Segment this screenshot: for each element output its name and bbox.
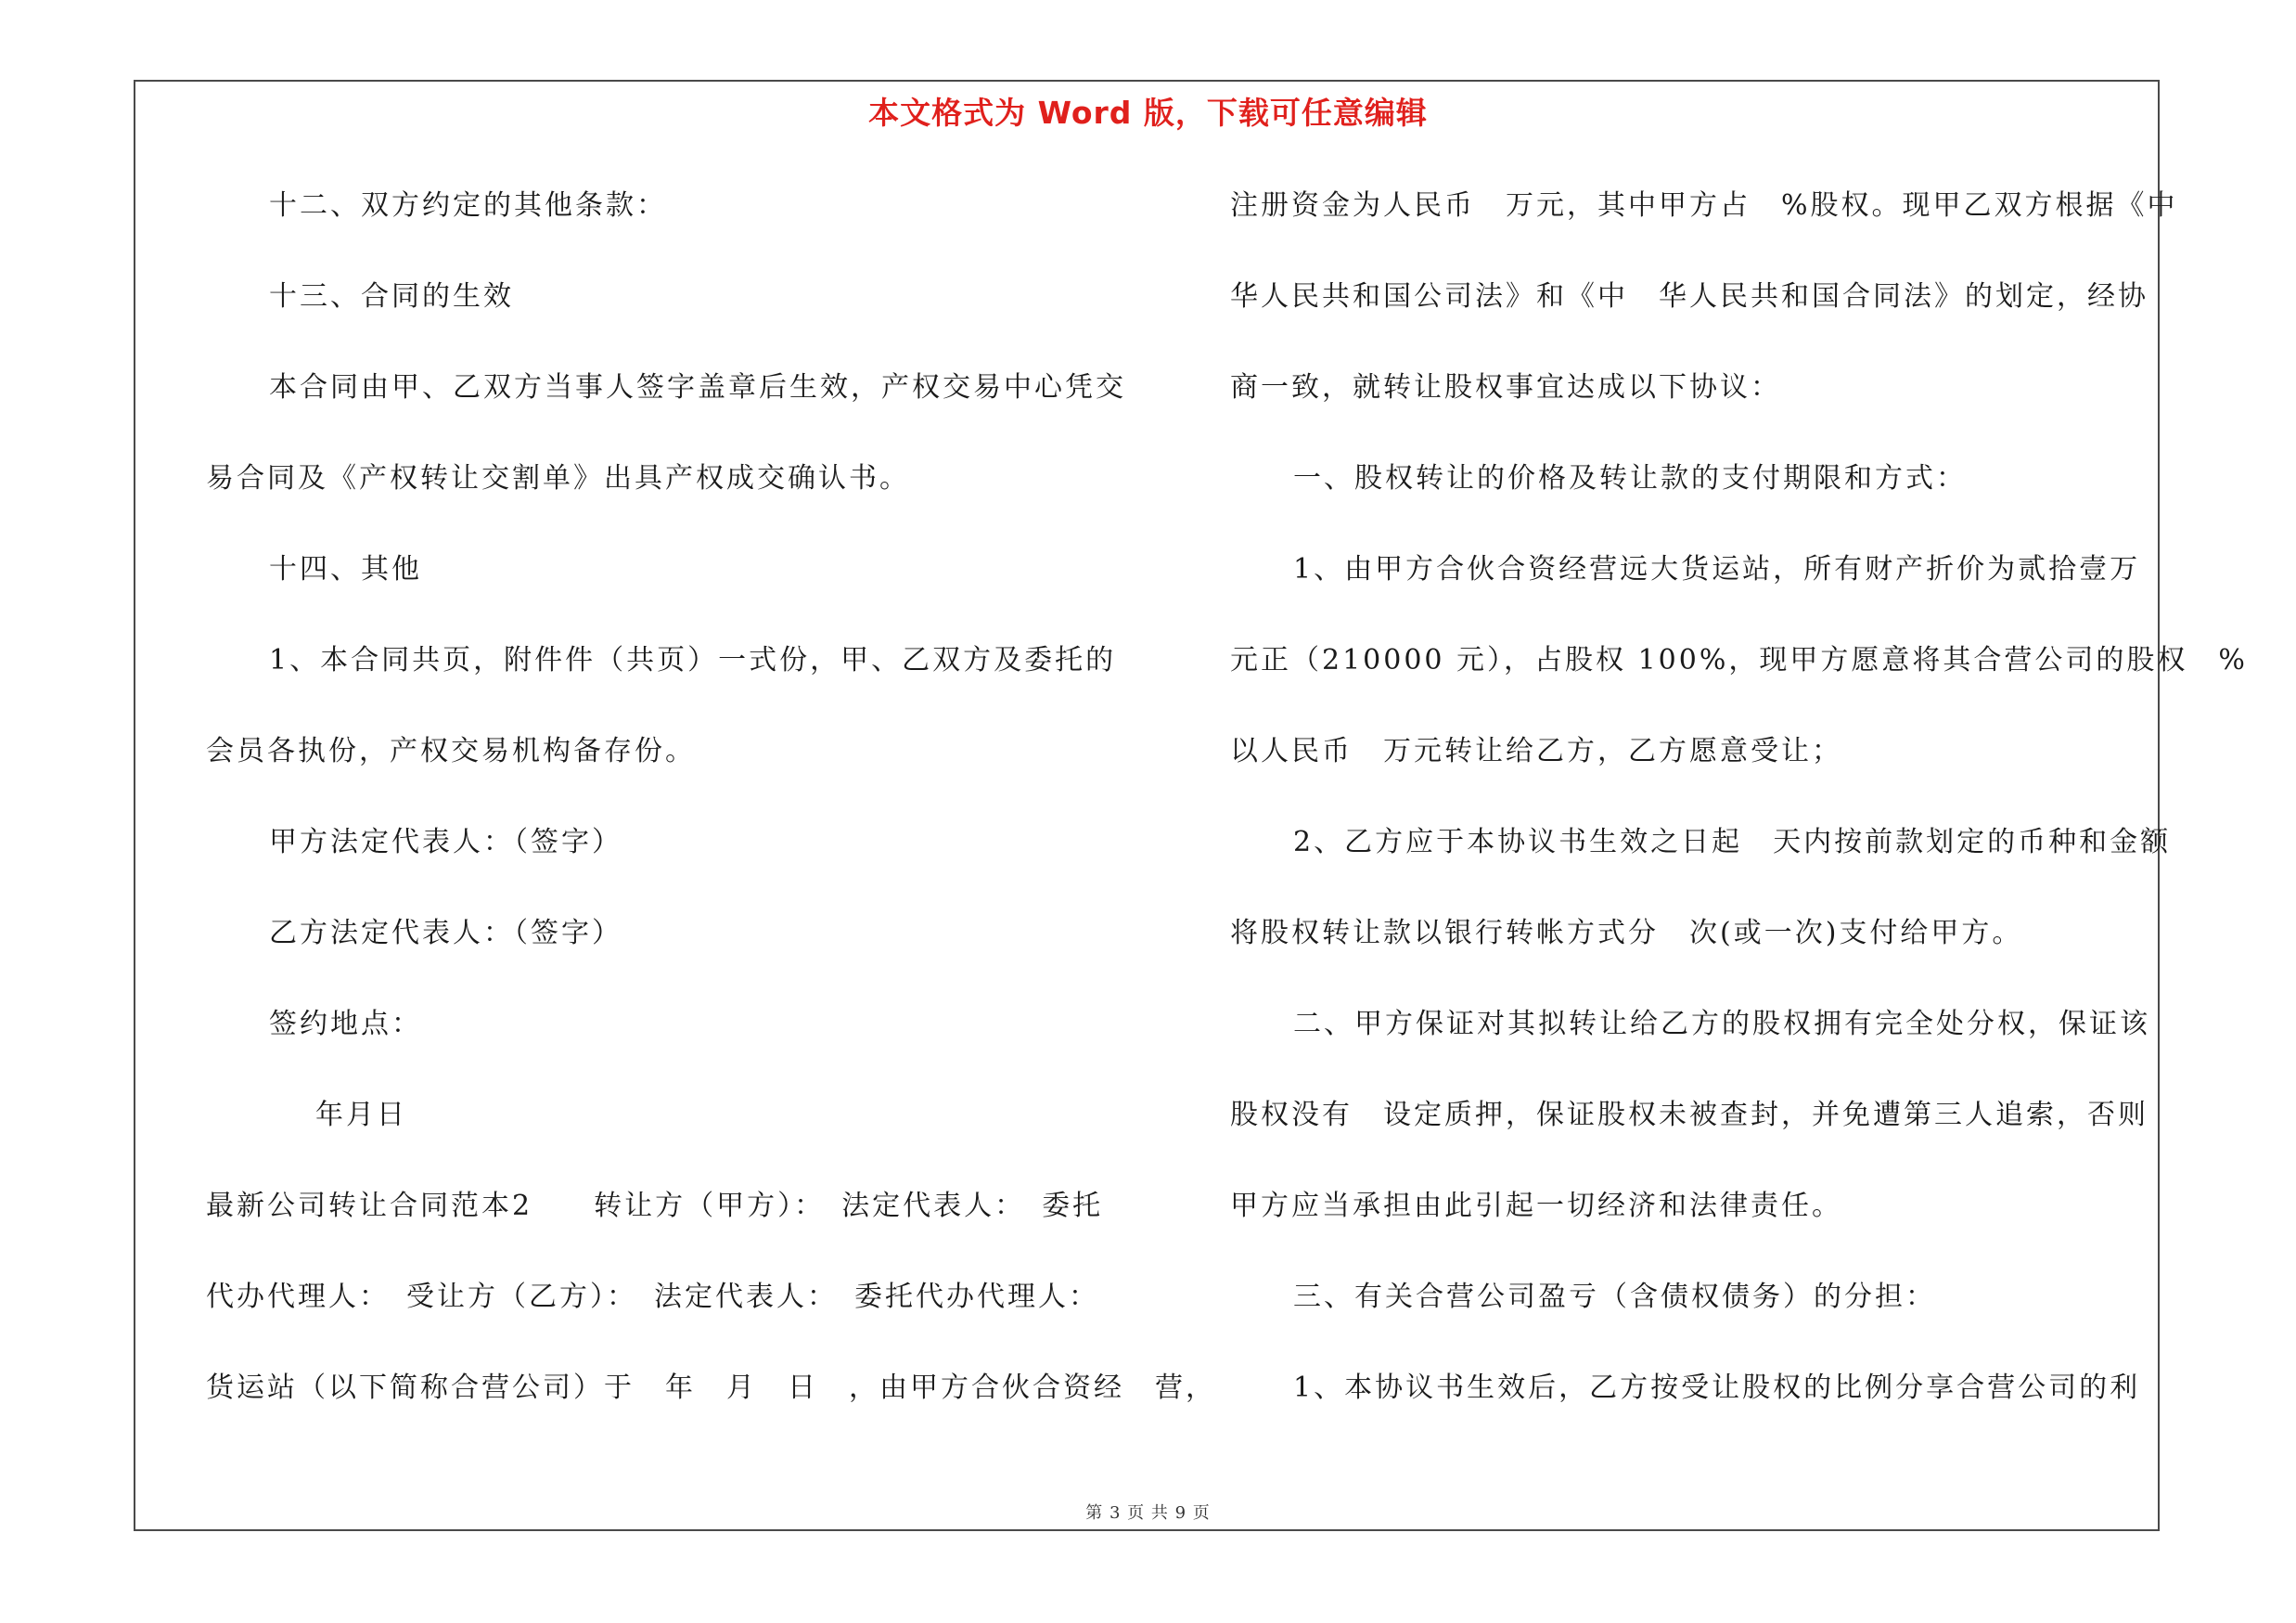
paragraph-line: 注册资金为人民币 万元，其中甲方占 %股权。现甲乙双方根据《中 <box>1230 189 2178 222</box>
paragraph-line: 本合同由甲、乙双方当事人签字盖章后生效，产权交易中心凭交 <box>269 371 1126 404</box>
paragraph-line: 最新公司转让合同范本2 转让方（甲方）： 法定代表人： 委托 <box>206 1190 1104 1222</box>
paragraph-line: 华人民共和国公司法》和《中 华人民共和国合同法》的划定，经协 <box>1230 280 2148 313</box>
paragraph-line: 签约地点： <box>269 1008 422 1040</box>
paragraph-line: 将股权转让款以银行转帐方式分 次(或一次)支付给甲方。 <box>1230 917 2023 949</box>
paragraph-line: 十三、合同的生效 <box>269 280 514 313</box>
paragraph-line: 1、本合同共页，附件件（共页）一式份，甲、乙双方及委托的 <box>269 644 1117 676</box>
paragraph-line: 十四、其他 <box>269 553 422 586</box>
paragraph-line: 十二、双方约定的其他条款： <box>269 189 667 222</box>
paragraph-line: 以人民币 万元转让给乙方，乙方愿意受让； <box>1230 735 1842 767</box>
paragraph-line: 股权没有 设定质押，保证股权未被查封，并免遭第三人追索，否则 <box>1230 1099 2148 1131</box>
date-line: 年月日 <box>315 1099 407 1131</box>
paragraph-line: 1、由甲方合伙合资经营远大货运站，所有财产折价为贰拾壹万 <box>1293 553 2141 586</box>
paragraph-line: 货运站（以下简称合营公司）于 年 月 日 ，由甲方合伙合资经 营， <box>206 1372 1216 1404</box>
paragraph-line: 一、股权转让的价格及转让款的支付期限和方式： <box>1293 462 1967 495</box>
paragraph-line: 代办代理人： 受让方（乙方）： 法定代表人： 委托代办代理人： <box>206 1281 1099 1313</box>
paragraph-line: 会员各执份，产权交易机构备存份。 <box>206 735 696 767</box>
word-format-banner: 本文格式为 Word 版，下载可任意编辑 <box>868 95 1428 131</box>
paragraph-line: 元正（210000 元），占股权 100%，现甲方愿意将其合营公司的股权 % <box>1230 644 2248 676</box>
paragraph-line: 2、乙方应于本协议书生效之日起 天内按前款划定的币种和金额 <box>1293 826 2172 858</box>
paragraph-line: 易合同及《产权转让交割单》出具产权成交确认书。 <box>206 462 910 495</box>
paragraph-line: 乙方法定代表人：（签字） <box>269 917 622 949</box>
paragraph-line: 1、本协议书生效后，乙方按受让股权的比例分享合营公司的利 <box>1293 1372 2141 1404</box>
paragraph-line: 甲方应当承担由此引起一切经济和法律责任。 <box>1230 1190 1842 1222</box>
paragraph-line: 二、甲方保证对其拟转让给乙方的股权拥有完全处分权，保证该 <box>1293 1008 2150 1040</box>
page-number-footer: 第 3 页 共 9 页 <box>1085 1503 1211 1523</box>
paragraph-line: 甲方法定代表人：（签字） <box>269 826 622 858</box>
paragraph-line: 商一致，就转让股权事宜达成以下协议： <box>1230 371 1781 404</box>
paragraph-line: 三、有关合营公司盈亏（含债权债务）的分担： <box>1293 1281 1936 1313</box>
